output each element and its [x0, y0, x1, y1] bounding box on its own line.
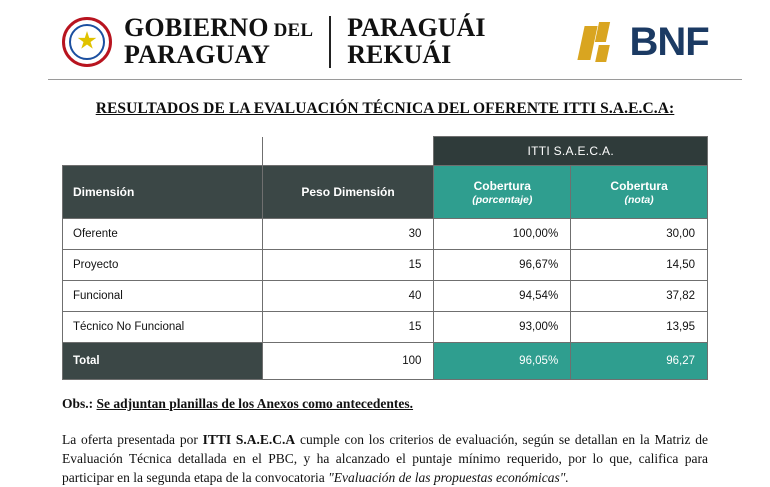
rekuai-line-1: PARAGUÁI	[347, 13, 486, 43]
bnf-bar-1	[578, 26, 598, 60]
cell-cobertura-nota: 30,00	[571, 219, 708, 250]
cell-total-cobertura-pct: 96,05%	[434, 343, 571, 380]
paragraph-part-2: cumple con los criterios de evaluación, según se detallan en la Matriz de Evaluación Técnica detallada en el PBC, y ha alcanzado el puntaje mínimo requerido, por lo que, califica para participar en la segunda etapa de la convocatoria	[62, 432, 708, 486]
bnf-logo	[581, 20, 708, 65]
group-header-spacer	[63, 137, 263, 166]
star-icon: ★	[76, 28, 98, 55]
results-table	[62, 136, 708, 380]
column-header-cobertura-nota	[571, 166, 708, 219]
observation-text: Se adjuntan planillas de los Anexos como antecedentes.	[96, 396, 414, 411]
bnf-wordmark: BNF	[629, 19, 709, 64]
cell-dimension: Técnico No Funcional	[63, 312, 263, 343]
bnf-bar-3	[596, 45, 611, 62]
cell-total-label: Total	[63, 343, 263, 380]
gov-word-gobierno: GOBIERNO	[124, 13, 269, 43]
cell-cobertura-nota: 13,95	[571, 312, 708, 343]
cell-dimension: Proyecto	[63, 250, 263, 281]
cell-peso: 15	[262, 250, 434, 281]
cell-peso: 40	[262, 281, 434, 312]
column-header-cobertura-porcentaje-sub: (porcentaje)	[472, 193, 533, 206]
table-group-header-row	[63, 137, 708, 166]
table-header-row	[63, 166, 708, 219]
document-header	[0, 0, 770, 78]
bnf-mark-icon	[581, 22, 625, 62]
header-inner	[0, 15, 770, 68]
cell-cobertura-pct: 93,00%	[434, 312, 571, 343]
table-row	[63, 219, 708, 250]
column-header-cobertura-nota-label: Cobertura	[610, 178, 668, 193]
cell-total-cobertura-nota: 96,27	[571, 343, 708, 380]
paragraph-quoted-phrase: "Evaluación de las propuestas económicas".	[328, 470, 569, 486]
column-header-peso: Peso Dimensión	[262, 166, 434, 219]
cell-total-peso: 100	[262, 343, 434, 380]
column-header-cobertura-nota-sub: (nota)	[624, 193, 654, 206]
cell-cobertura-pct: 94,54%	[434, 281, 571, 312]
cell-cobertura-pct: 100,00%	[434, 219, 571, 250]
observation-label: Obs.:	[62, 396, 94, 411]
paraguay-seal-icon	[62, 17, 112, 67]
table-row	[63, 281, 708, 312]
rekuai-line-2: REKUÁI	[347, 40, 452, 69]
notes-section	[62, 396, 708, 487]
cell-cobertura-pct: 96,67%	[434, 250, 571, 281]
paragraph-part-1: La oferta presentada por	[62, 432, 203, 447]
table-row	[63, 312, 708, 343]
government-wordmark	[124, 15, 313, 68]
group-header-itti: ITTI S.A.E.C.A.	[434, 137, 708, 166]
results-table-container	[62, 136, 708, 380]
gov-line-2: PARAGUAY	[124, 40, 271, 69]
column-header-cobertura-porcentaje	[434, 166, 571, 219]
table-total-row	[63, 343, 708, 380]
cell-dimension: Funcional	[63, 281, 263, 312]
cell-dimension: Oferente	[63, 219, 263, 250]
header-divider	[329, 16, 331, 68]
cell-peso: 30	[262, 219, 434, 250]
page-title: RESULTADOS DE LA EVALUACIÓN TÉCNICA DEL OFERENTE ITTI S.A.E.C.A:	[95, 100, 675, 117]
government-logo	[62, 15, 313, 68]
cell-cobertura-nota: 14,50	[571, 250, 708, 281]
gov-line-1	[124, 15, 313, 42]
observation-line	[62, 396, 708, 412]
cell-cobertura-nota: 37,82	[571, 281, 708, 312]
bnf-bar-2	[595, 22, 610, 42]
conclusion-paragraph	[62, 430, 708, 487]
table-row	[63, 250, 708, 281]
group-header-spacer-2	[262, 137, 434, 166]
rekuai-wordmark	[347, 15, 485, 68]
cell-peso: 15	[262, 312, 434, 343]
paragraph-company-name: ITTI S.A.E.C.A	[202, 432, 296, 447]
gov-word-del: DEL	[268, 20, 314, 42]
header-rule	[48, 79, 742, 80]
column-header-cobertura-porcentaje-label: Cobertura	[473, 178, 531, 193]
column-header-dimension: Dimensión	[63, 166, 263, 219]
